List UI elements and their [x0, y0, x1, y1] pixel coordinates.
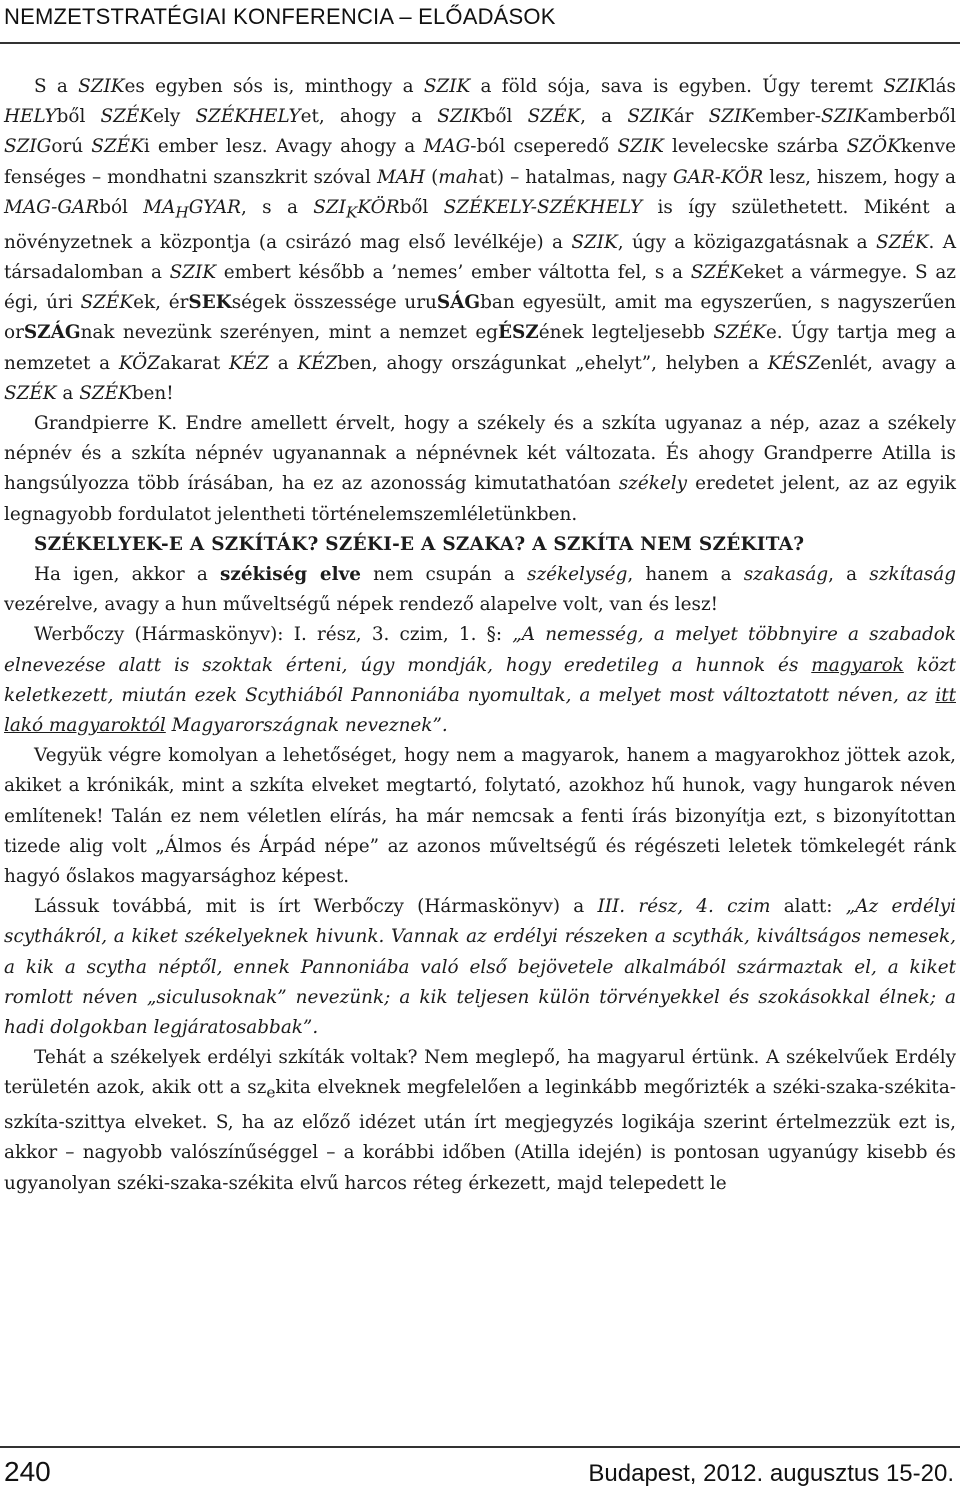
body-text — [4, 72, 956, 1199]
footer-place-date: Budapest, 2012. augusztus 15-20. — [588, 1460, 954, 1487]
paragraph: Vegyük végre komolyan a lehetőséget, hogy nem a magyarok, hanem a magyarokhoz jöttek azok, akiket a krónikák, mint a szkíta elveket megtartó, folytató, azokhoz hű hunok, vagy hungarok néven említenek! Talán ez nem véletlen elírás, ha már nemcsak a fenti írás bizonyítja ezt, s bizonyítottan tizede alig volt „Álmos és Árpád népe” az azonos műveltségű és régészeti leletek tömkelegét ránk hagyó őslakos magyarsághoz képest. — [4, 745, 956, 887]
footer-rule — [0, 1446, 960, 1448]
running-header: NEMZETSTRATÉGIAI KONFERENCIA – ELŐADÁSOK — [4, 4, 556, 29]
section-heading: SZÉKELYEK-E A SZKÍTÁK? SZÉKI-E A SZAKA? A SZKÍTA NEM SZÉKITA? — [34, 533, 805, 555]
paragraph: Lássuk továbbá, mit is írt Werbőczy (Hármaskönyv) a III. rész, 4. czim alatt: „Az erdélyi scythákról, a kiket székelyeknek hivunk. Vannak az erdélyi részeken a scythák, kiváltságos nemesek, a kik a scytha néptől, ennek Pannoniába való első bejövetele alkalmából származtak el, a kiket romlott néven „siculusoknak” nevezünk; a kik teljesen külön törvényekkel és szokásokkal élnek; a hadi dolgokban legjáratosabbak”. — [4, 896, 956, 1038]
paragraph: Ha igen, akkor a székiség elve nem csupán a székelység, hanem a szakaság, a szkítaság vezérelve, avagy a hun műveltségű népek rendező alapelve volt, van és lesz! — [4, 563, 956, 616]
paragraph: Grandpierre K. Endre amellett érvelt, hogy a székely és a szkíta ugyanaz a nép, azaz a székely népnév és a szkíta népnév ugyanannak a népnévnek két változata. És ahogy Grandperre Atilla is hangsúlyozza több írásában, ha ez az azonosság kimutathatóan székely eredetet jelent, az az egyik legnagyobb fordulatot jelentheti történelemszemléletünkben. — [4, 412, 957, 525]
paragraph: Werbőczy (Hármaskönyv): I. rész, 3. czim, 1. §: „A nemesség, a melyet többnyire a szabadok elnevezése alatt is szoktak érteni, úgy mondják, hogy eredetileg a hunnok és magyarok közt keletkezett, miután ezek Scythiából Pannoniába nyomultak, a melyet most változtatott néven, az itt lakó magyaroktól Magyarországnak neveznek”. — [4, 624, 956, 736]
page-number: 240 — [4, 1456, 51, 1487]
header-rule — [0, 42, 960, 44]
paragraph: Tehát a székelyek erdélyi szkíták voltak? Nem meglepő, ha magyarul értünk. A székelvűek Erdély területén azok, akik ott a $sz_ekita$ elveknek megfelelően a leginkább megőrizték a széki-szaka-székita-szkíta-szittya elveket. S, ha az előző idézet után írt megjegyzés logikája szerint értelmezzük ezt is, akkor – nagyobb valószínűséggel – a korábbi időben (Atilla idején) is pontosan ugyanúgy kisebb és ugyanolyan széki-szaka-székita elvű harcos réteg érkezett, majd telepedett le — [4, 1047, 956, 1194]
paragraph: S a SZIKes egyben sós is, minthogy a SZIK a föld sója, sava is egyben. Úgy teremt SZIKlás HELYből SZÉKely SZÉKHELYet, ahogy a SZIKből SZÉK, a SZIKár SZIKember-SZIKamberből SZIGorú SZÉKi ember lesz. Avagy ahogy a MAG-ból cseperedő SZIK levelecske szárba SZÖKkenve fenséges – mondhatni szanszkrit szóval MAH (mahat) – hatalmas, nagy GAR-KÖR lesz, hiszem, hogy a MAG-GARból $MA_HGYAR$, s a $SZI_KKÖRből$ SZÉKELY-SZÉKHELY is így születhetett. Miként a növényzetnek a központja (a csirázó mag első levélkéje) a SZIK, úgy a közigazgatásnak a SZÉK. A társadalomban a SZIK embert később a ’nemes’ ember váltotta fel, s a SZÉKeket a vármegye. S az égi, úri SZÉKek, érSEKségek összessége uruSÁGban egyesült, amit ma egyszerűen, s nagyszerűen orSZÁGnak nevezünk szerényen, mint a nemzet egÉSZének legteljesebb SZÉKe. Úgy tartja meg a nemzetet a KÖZakarat KÉZ a KÉZben, ahogy országunkat „ehelyt”, helyben a KÉSZenlét, avagy a SZÉK a SZÉKben! — [4, 76, 957, 404]
